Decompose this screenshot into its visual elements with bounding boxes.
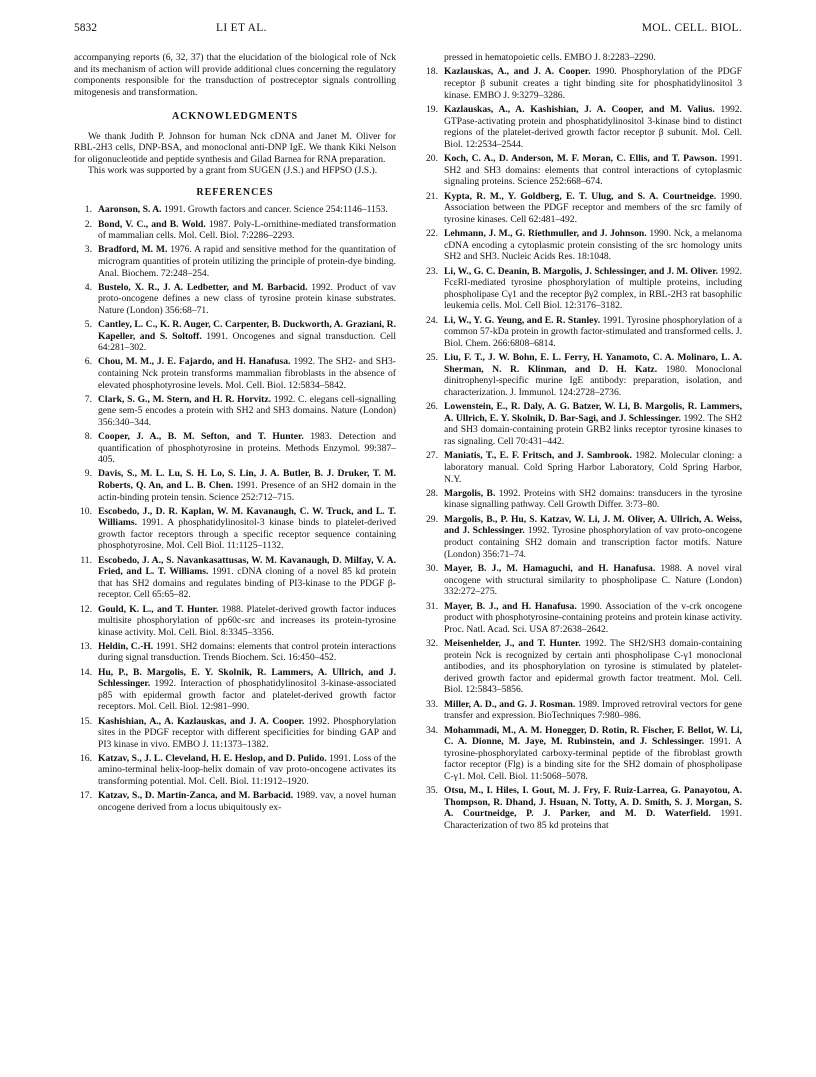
reference-authors: Chou, M. M., J. E. Fajardo, and H. Hanafusa.: [98, 356, 291, 368]
reference-item: [74, 319, 396, 354]
running-header: [74, 22, 742, 38]
reference-text: 1991. Growth factors and cancer. Science 254:1146–1153.: [161, 204, 388, 216]
reference-authors: Hu, P., B. Margolis, E. Y. Skolnik, R. Lammers, A. Ullrich, and J. Schlessinger.: [98, 666, 396, 690]
reference-number: 9.: [84, 468, 92, 480]
reference-item: [420, 725, 742, 783]
reference-text: 1991. SH2 and SH3 domains: elements that control interactions of cytoplasmic signaling proteins. Science 252:668–674.: [444, 153, 742, 188]
reference-authors: Kazlauskas, A., and J. A. Cooper.: [444, 66, 591, 78]
reference-number: 27.: [426, 450, 438, 462]
reference-authors: Miller, A. D., and G. J. Rosman.: [444, 698, 576, 710]
reference-text: 1990. Phosphorylation of the PDGF receptor β subunit creates a tight binding site for phosphatidylinositol 3 kinase. EMBO J. 9:3279–3286.: [444, 66, 743, 101]
reference-item: [74, 204, 396, 216]
reference-number: 20.: [426, 153, 438, 165]
reference-item: [74, 790, 396, 813]
reference-authors: Li, W., G. C. Deanin, B. Margolis, J. Schlessinger, and J. M. Oliver.: [444, 265, 718, 277]
reference-authors: Katzav, S., D. Martin-Zanca, and M. Barbacid.: [98, 790, 294, 802]
reference-text: 1991. Loss of the amino-terminal helix-loop-helix domain of vav proto-oncogene activates its transforming potential. Mol. Cell. Biol. 11:1912–1920.: [98, 752, 396, 787]
reference-number: 25.: [426, 352, 438, 364]
journal-name: MOL. CELL. BIOL.: [641, 22, 742, 34]
reference-text: 1992. Proteins with SH2 domains: transducers in the tyrosine kinase signalling pathway. Cell Growth Differ. 3:73–80.: [444, 487, 742, 511]
reference-item: [420, 514, 742, 560]
reference-authors: Kazlauskas, A., A. Kashishian, J. A. Cooper, and M. Valius.: [444, 103, 715, 115]
reference-number: 32.: [426, 638, 438, 650]
funding-paragraph: This work was supported by a grant from SUGEN (J.S.) and HFPSO (J.S.).: [88, 165, 378, 177]
reference-item: [74, 356, 396, 391]
reference-authors: Mohammadi, M., A. M. Honegger, D. Rotin, R. Fischer, F. Bellot, W. Li, C. A. Dionne, M. Jaye, M. Rubinstein, and J. Schlessinger.: [444, 724, 742, 748]
reference-number: 6.: [84, 356, 92, 368]
reference-item: [420, 352, 742, 398]
reference-authors: Liu, F. T., J. W. Bohn, E. L. Ferry, H. Yanamoto, C. A. Molinaro, L. A. Sherman, N. R. Klinman, and D. H. Katz.: [444, 352, 742, 375]
reference-number: 18.: [426, 66, 438, 78]
reference-authors: Clark, S. G., M. Stern, and H. R. Horvitz.: [98, 393, 271, 405]
reference-number: 19.: [426, 103, 438, 115]
reference-number: 30.: [426, 563, 438, 574]
right-column: [420, 52, 742, 834]
acknowledgments-heading: ACKNOWLEDGMENTS: [171, 111, 299, 123]
reference-authors: Katzav, S., J. L. Cleveland, H. E. Heslop, and D. Pulido.: [98, 752, 327, 764]
acknowledgments-paragraph: We thank Judith P. Johnson for human Nck cDNA and Janet M. Oliver for RBL-2H3 cells, DNP-BSA, and monoclonal anti-DNP IgE. We thank Kiki Nelson for oligonucleotide and peptide synthesis and Gilad Barnea for RNA preparation.: [74, 130, 396, 165]
reference-item: [420, 488, 742, 511]
reference-item: [74, 506, 396, 552]
reference-authors: Cantley, L. C., K. R. Auger, C. Carpenter, B. Duckworth, A. Graziani, R. Kapeller, and S. Soltoff.: [98, 319, 396, 342]
reference-number: 13.: [80, 640, 92, 652]
reference-item: [420, 191, 742, 226]
reference-text: 1991. Oncogenes and signal transduction. Cell 64:281–302.: [98, 330, 396, 354]
reference-text: 1992. The SH2 and SH3 domain-containing protein GRB2 links receptor tyrosine kinases to ras signaling. Cell 70:431–442.: [444, 412, 742, 447]
reference-item: [420, 104, 742, 150]
reference-number: 31.: [426, 600, 438, 612]
running-authors: LI ET AL.: [216, 22, 267, 34]
reference-number: 33.: [426, 698, 438, 710]
reference-authors: Kashishian, A., A. Kazlauskas, and J. A. Cooper.: [98, 715, 305, 727]
page-number: 5832: [74, 22, 97, 34]
reference-continuation-text: pressed in hematopoietic cells. EMBO J. 8:2283–2290.: [444, 52, 656, 63]
reference-item: [74, 468, 396, 503]
reference-text: 1990. Nck, a melanoma cDNA encoding a cytoplasmic protein consisting of the src homology units SH2 and SH3. Nucleic Acids Res. 18:1048.: [444, 228, 742, 263]
reference-list-left: [74, 204, 396, 813]
reference-item: [420, 315, 742, 350]
reference-text: 1988. A novel viral oncogene with structural similarity to phospholipase C. Nature (London) 332:272–275.: [444, 563, 742, 598]
reference-item: [74, 219, 396, 242]
reference-text: 1992. FcεRI-mediated tyrosine phosphorylation of multiple proteins, including phospholipase Cγ1 and the receptor βγ2 complex, in RBL-2H3 rat basophilic leukemia cells. Mol. Cell Biol. 12:3176–3182.: [444, 265, 743, 312]
reference-item: [74, 282, 396, 317]
reference-item: [420, 401, 742, 447]
reference-text: 1991. Tyrosine phosphorylation of a common 57-kDa protein in growth factor-stimulated and transformed cells. J. Biol. Chem. 266:6808–6814.: [444, 314, 742, 349]
reference-number: 3.: [84, 244, 92, 256]
reference-number: 35.: [426, 785, 438, 797]
reference-number: 14.: [80, 666, 92, 678]
reference-number: 26.: [426, 401, 438, 413]
reference-authors: Otsu, M., I. Hiles, I. Gout, M. J. Fry, F. Ruiz-Larrea, G. Panayotou, A. Thompson, R. Dhand, J. Hsuan, N. Totty, A. D. Smith, S. J. Morgan, S. A. Courtneidge, P. J. Parker, and M. D. Waterfield.: [444, 785, 742, 820]
reference-item: [420, 638, 742, 696]
reference-authors: Cooper, J. A., B. M. Sefton, and T. Hunter.: [98, 431, 304, 443]
reference-text: 1991. cDNA cloning of a novel 85 kd protein that has SH2 domains and regulates binding of PI3-kinase to the PDGF β-receptor. Cell 65:65–82.: [98, 566, 396, 601]
reference-number: 34.: [426, 724, 438, 736]
reference-item: [74, 641, 396, 664]
left-column: [74, 52, 396, 816]
reference-item: [420, 785, 742, 831]
reference-authors: Heldin, C.-H.: [98, 640, 154, 652]
reference-authors: Bustelo, X. R., J. A. Ledbetter, and M. Barbacid.: [98, 281, 308, 293]
reference-number: 15.: [80, 715, 92, 727]
reference-item: [420, 228, 742, 263]
reference-number: 28.: [426, 487, 438, 499]
reference-text: 1989. vav, a novel human oncogene derived from a locus ubiquitously ex-: [98, 790, 396, 813]
reference-number: 16.: [80, 752, 92, 764]
reference-item: [74, 604, 396, 639]
reference-text: 1980. Monoclonal dinitrophenyl-specific murine IgE antibody: preparation, isolation, and characterization. J. Immunol. 124:2728–2736.: [444, 363, 742, 398]
reference-text: 1992. The SH2- and SH3-containing Nck protein transforms mammalian fibroblasts in the absence of elevated phosphotyrosine levels. Mol. Cell. Biol. 12:5834–5842.: [98, 356, 397, 391]
reference-text: 1991. A tyrosine-phosphorylated carboxy-terminal peptide of the fibroblast growth factor receptor (Flg) is a binding site for the SH2 domain of phospholipase C-γ1. Mol. Cell. Biol. 11:5068–5078.: [444, 736, 742, 782]
reference-authors: Lehmann, J. M., G. Riethmuller, and J. Johnson.: [444, 228, 647, 240]
reference-authors: Bradford, M. M.: [98, 244, 168, 256]
reference-authors: Mayer, B. J., M. Hamaguchi, and H. Hanafusa.: [444, 563, 656, 574]
reference-authors: Lowenstein, E., R. Daly, A. G. Batzer, W. Li, B. Margolis, R. Lammers, A. Ullrich, E. Y. Skolnik, D. Bar-Sagi, and J. Schlessinger.: [444, 401, 742, 424]
reference-text: 1988. Platelet-derived growth factor induces multisite phosphorylation of pp60c-src and increases its protein-tyrosine kinase activity. Mol. Cell. Biol. 8:3345–3356.: [98, 603, 396, 638]
reference-authors: Escobedo, J. A., S. Navankasattusas, W. M. Kavanaugh, D. Milfay, V. A. Fried, and L. T. Williams.: [98, 554, 396, 578]
reference-item: [420, 266, 742, 312]
reference-text: 1992. GTPase-activating protein and phosphatidylinositol 3-kinase bind to distinct regions of the platelet-derived growth factor receptor β subunit. Mol. Cell. Biol. 12:2534–2544.: [444, 103, 742, 150]
reference-item: [420, 601, 742, 636]
reference-text: 1982. Molecular cloning: a laboratory manual. Cold Spring Harbor Laboratory, Cold Spring Harbor, N.Y.: [444, 450, 742, 485]
references-heading: REFERENCES: [196, 186, 274, 198]
reference-text: 1976. A rapid and sensitive method for the quantitation of microgram quantities of protein utilizing the principle of protein-dye binding. Anal. Biochem. 72:248–254.: [98, 244, 396, 279]
reference-number: 5.: [84, 319, 92, 331]
reference-item: [74, 555, 396, 601]
reference-text: 1987. Poly-L-ornithine-mediated transformation of mammalian cells. Mol. Cell. Biol. 7:2286–2293.: [98, 218, 396, 242]
reference-authors: Meisenhelder, J., and T. Hunter.: [444, 638, 581, 650]
reference-number: 2.: [84, 218, 92, 230]
reference-number: 12.: [80, 603, 92, 615]
reference-text: 1992. Phosphorylation sites in the PDGF receptor with different specificities for binding GAP and PI3 kinase in vivo. EMBO J. 11:1373–1382.: [98, 715, 396, 750]
reference-item: [74, 244, 396, 279]
reference-number: 8.: [84, 431, 92, 443]
intro-paragraph: accompanying reports (6, 32, 37) that the elucidation of the biological role of Nck and its mechanism of action will provide additional clues concerning the regulatory components responsible for the transduction of postreceptor signals controlling mitogenesis and transformation.: [74, 52, 396, 98]
reference-text: 1992. The SH2/SH3 domain-containing protein Nck is recognized by certain anti phospholipase C-γ1 monoclonal antibodies, and its phosphorylation on tyrosine is stimulated by platelet-derived growth factor and epidermal growth factor treatment. Mol. Cell. Biol. 12:5843–5856.: [444, 638, 742, 696]
reference-text: 1983. Detection and quantification of phosphotyrosine in proteins. Methods Enzymol. 99:387–405.: [98, 431, 396, 466]
reference-authors: Bond, V. C., and B. Wold.: [98, 218, 206, 230]
reference-text: 1991. SH2 domains: elements that control protein interactions during signal transduction. Trends Biochem. Sci. 16:450–452.: [98, 640, 396, 664]
reference-text: 1990. Association of the v-crk oncogene product with phosphotyrosine-containing proteins and protein kinase activity. Proc. Natl. Acad. Sci. USA 87:2638–2642.: [444, 600, 742, 635]
reference-item: [74, 667, 396, 713]
reference-number: 22.: [426, 228, 438, 240]
reference-item: [420, 450, 742, 485]
reference-authors: Escobedo, J., D. R. Kaplan, W. M. Kavanaugh, C. W. Truck, and L. T. Williams.: [98, 505, 396, 529]
reference-authors: Margolis, B., P. Hu, S. Katzav, W. Li, J. M. Oliver, A. Ullrich, A. Weiss, and J. Schlessinger.: [444, 513, 742, 537]
reference-number: 4.: [84, 281, 92, 293]
reference-number: 24.: [426, 314, 438, 326]
reference-text: 1991. A phosphatidylinositol-3 kinase binds to platelet-derived growth factor receptors through a specific receptor sequence containing phosphotyrosine. Mol. Cell Biol. 11:1125–1132.: [98, 517, 396, 552]
reference-authors: Davis, S., M. L. Lu, S. H. Lo, S. Lin, J. A. Butler, B. J. Druker, T. M. Roberts, Q. An, and L. B. Chen.: [98, 468, 396, 491]
reference-text: 1991. Presence of an SH2 domain in the actin-binding protein tensin. Science 252:712–715.: [98, 480, 397, 503]
reference-authors: Gould, K. L., and T. Hunter.: [98, 603, 219, 615]
reference-text: 1991. Characterization of two 85 kd proteins that: [444, 808, 742, 831]
reference-authors: Maniatis, T., E. F. Fritsch, and J. Sambrook.: [444, 450, 632, 462]
reference-text: 1992. Product of vav proto-oncogene defines a new class of tyrosine protein kinase substrates. Nature (London) 356:68–71.: [98, 281, 396, 316]
reference-number: 10.: [80, 505, 92, 517]
reference-number: 29.: [426, 513, 438, 525]
reference-list-right: [420, 66, 742, 831]
reference-number: 21.: [426, 190, 438, 202]
reference-authors: Li, W., Y. G. Yeung, and E. R. Stanley.: [444, 314, 601, 326]
reference-item: [74, 394, 396, 429]
reference-text: 1992. Interaction of phosphatidylinositol 3-kinase-associated p85 with epidermal growth factor and platelet-derived growth factor receptors. Mol. Cell. Biol. 12:981–990.: [98, 678, 396, 713]
reference-item: [420, 699, 742, 722]
reference-number: 17.: [80, 790, 92, 802]
reference-authors: Aaronson, S. A.: [98, 204, 162, 216]
reference-authors: Margolis, B.: [444, 487, 496, 499]
reference-item: [74, 753, 396, 788]
reference-authors: Koch, C. A., D. Anderson, M. F. Moran, C. Ellis, and T. Pawson.: [444, 153, 718, 165]
reference-number: 11.: [80, 554, 92, 566]
reference-number: 7.: [84, 393, 92, 405]
reference-item: [420, 153, 742, 188]
reference-text: 1989. Improved retroviral vectors for gene transfer and expression. BioTechniques 7:980–986.: [444, 698, 742, 722]
reference-number: 1.: [84, 204, 92, 216]
reference-item: [420, 563, 742, 598]
reference-item: [74, 716, 396, 751]
reference-continuation: [420, 52, 742, 64]
reference-text: 1990. Association between the PDGF receptor and members of the src family of tyrosine kinases. Cell 62:481–492.: [444, 190, 742, 225]
reference-authors: Mayer, B. J., and H. Hanafusa.: [444, 600, 577, 612]
reference-item: [74, 431, 396, 466]
reference-number: 23.: [426, 265, 438, 277]
reference-authors: Kypta, R. M., Y. Goldberg, E. T. Ulug, and S. A. Courtneidge.: [444, 190, 717, 202]
reference-item: [420, 66, 742, 101]
reference-text: 1992. C. elegans cell-signalling gene sem-5 encodes a protein with SH2 and SH3 domains. Nature (London) 356:340–344.: [98, 393, 396, 428]
reference-text: 1992. Tyrosine phosphorylation of vav proto-oncogene product containing SH2 domain and transcription factor motifs. Nature (London) 356:71–74.: [444, 525, 742, 560]
